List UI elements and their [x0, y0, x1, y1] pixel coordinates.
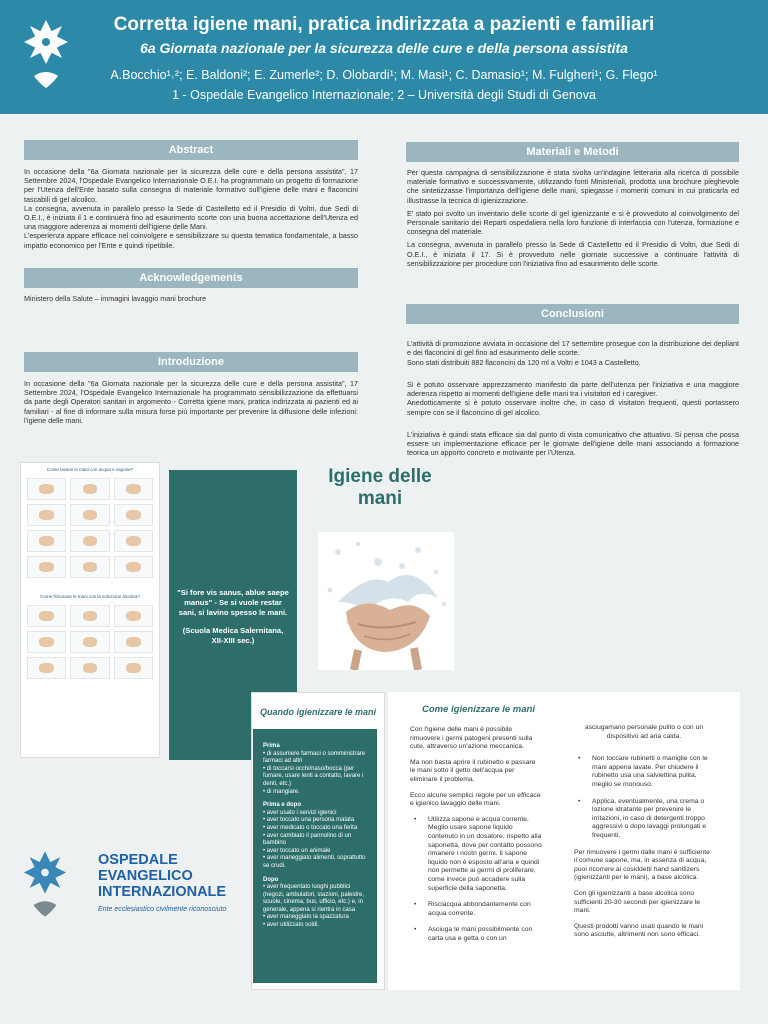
step-illustration [27, 556, 66, 578]
come-item: • Utilizza sapone e acqua corrente. Meglio usare sapone liquido contenuto in un dosatore, rispetto alla saponetta, dove per contatto possono rimanere i nostri germi. Il sapone liquido non è esposto all'aria e quindi non permette ai germi di proliferare, come invece può accadere sulla superficie della saponetta. [410, 816, 542, 893]
hospital-name-line: EVANGELICO [98, 868, 193, 884]
poster-subtitle: 6a Giornata nazionale per la sicurezza delle cure e della persona assistita [140, 40, 628, 56]
quando-item: • aver maneggiato alimenti, soprattutto se crudi. [263, 855, 367, 870]
step-illustration [70, 478, 109, 500]
come-intro-paragraph: Ma non basta aprire il rubinetto e passare le mani sotto il getto dell'acqua per eliminare il problema. [410, 758, 536, 783]
igiene-title: Igiene delle mani [328, 466, 432, 509]
step-illustration [70, 605, 109, 627]
quando-item: • di toccarsi occhi/naso/bocca (per fumare, usare lenti a contatto, lavare i denti, etc.) [263, 766, 367, 789]
alcohol-steps-grid [21, 603, 159, 681]
handwashing-steps-sheet [20, 462, 160, 758]
hospital-name [98, 852, 226, 900]
quando-item: • di assumere farmaci o somministrare farmaci ad altri [263, 751, 367, 766]
quando-item: • aver usato i servizi igienici [263, 810, 367, 818]
quando-list [253, 729, 377, 983]
come-item: • Non toccare rubinetti o maniglie con le mani appena lavate. Per chiudere il rubinetto usa una salviettina pulita, meglio se monouso. [574, 755, 714, 789]
step-illustration [70, 504, 109, 526]
step-illustration [114, 556, 153, 578]
authors: A.Bocchio¹˒²; E. Baldoni²; E. Zumerle²; D. Olobardi¹; M. Masi¹; C. Damasio¹; M. Fulgheri¹; G. Flego¹ [110, 68, 658, 82]
quando-item: • aver maneggiato la spazzatura [263, 914, 367, 922]
abstract-text [24, 167, 358, 250]
come-item: • Risciacqua abbondantemente con acqua corrente. [410, 901, 542, 918]
quote-source: (Scuola Medica Salernitana, XII-XIII sec.) [182, 626, 284, 645]
latin-quote [176, 588, 290, 646]
come-intro-paragraph: Ecco alcune semplici regole per un efficace e igienico lavaggio delle mani. [410, 791, 541, 808]
abstract-paragraph: L'esperienza appare efficace nel coinvolgere e sensibilizzare su questa tematica fondamentale, a basso impatto economico per l'Ente e quindi ripetibile. [24, 231, 358, 250]
step-illustration [27, 530, 66, 552]
quando-group-title: Dopo [263, 876, 279, 883]
introduzione-text: In occasione della "6a Giornata nazionale per la sicurezza delle cure e della persona assistita", 17 Settembre 2024, l'Ospedale Evangelico Internazionale ha programmato sensibilizzazione da effettuarsi da parte degli Operatori sanitari in argomento - Corretta igiene mani, pratica indirizzata ai pazienti ed ai familiari - al fine di informare sulla misura forse più importante per prevenire la diffusione delle infezioni: l'igiene delle mani. [24, 379, 358, 425]
quando-item: • aver cambiato il pannolino di un bambino [263, 833, 367, 848]
conclusioni-heading: Conclusioni [406, 304, 739, 324]
abstract-paragraph: La consegna, avvenuta in parallelo presso la Sede di Castelletto ed il Presidio di Voltri, due Sedi di O.E.I., è iniziata il 1 e continuerà fino ad esaurimento scorte con una buona accettazione dell'Utenza ed una maggiore aderenza ai momenti dell'igiene delle Mani. [24, 203, 358, 232]
quando-title: Quando igienizzare le mani [259, 707, 377, 717]
come-outro-paragraph: Questi prodotti vanno usati quando le mani sono asciutte, altrimenti non sono efficaci. [574, 922, 704, 939]
materiali-heading: Materiali e Metodi [406, 142, 739, 162]
quote-text: "Si fore vis sanus, ablue saepe manus" - Se si vuole restar sani, si lavino spesso le mani. [177, 588, 289, 617]
step-illustration [114, 631, 153, 653]
materiali-paragraph: Per questa campagna di sensibilizzazione è stata svolta un'indagine letteraria alla ricerca di possibile materiale formativo e successivamente, utilizzando fonti Ministeriali, prodotta una brochure pieghevole che sintetizzasse l'importanza dell'igiene delle mani, spiegasse i momenti comuni in cui praticarla ed illustrasse la tecnica di igienizzazione. [407, 168, 739, 205]
hospital-logo-block [22, 848, 247, 920]
acknowledgements-text: Ministero della Salute – immagini lavaggio mani brochure [24, 294, 207, 303]
step-illustration [70, 530, 109, 552]
introduzione-heading: Introduzione [24, 352, 358, 372]
step-illustration [70, 631, 109, 653]
step-illustration [114, 605, 153, 627]
step-illustration [27, 605, 66, 627]
step-illustration [27, 657, 66, 679]
come-title: Come igienizzare le mani [422, 704, 535, 715]
conclusioni-text [407, 330, 739, 471]
step-illustration [70, 657, 109, 679]
step-illustration [114, 530, 153, 552]
quando-item: • aver toccato un animale [263, 848, 367, 856]
step-illustration [27, 478, 66, 500]
hospital-cross-logo-icon [22, 848, 68, 920]
sheet-title-soap: Come lavarsi le mani con acqua e sapone? [46, 467, 134, 472]
abstract-paragraph: In occasione della "6a Giornata nazionale per la sicurezza delle cure e della persona assistita", 17 Settembre 2024, l'Ospedale Evangelico Internazionale O.E.I. ha programmato un progetto di formazione per l'Utenza dell'Ente basato sulla consegna di materiale formativo sull'igiene delle mani e flaconcini tascabili di gel alcolico. [24, 167, 358, 204]
abstract-heading: Abstract [24, 140, 358, 160]
come-item: • Asciuga le mani possibilmente con carta usa e getta o con un [410, 926, 542, 943]
acknowledgements-heading: Acknowledgements [24, 268, 358, 288]
quando-item: • di mangiare. [263, 789, 367, 797]
step-illustration [114, 657, 153, 679]
come-panel [388, 692, 740, 990]
sheet-title-alcohol: Come frizionare le mani con la soluzione alcolica? [40, 594, 140, 599]
conclusioni-paragraph: L'attività di promozione avviata in occasione del 17 settembre prosegue con la distribuzione dei depliant e dei flaconcini di gel fino ad esaurimento delle scorte. Sono stati distribuiti 882 flaconcini da 120 ml a Voltri e 1043 a Castelletto. [407, 339, 739, 367]
hospital-description: Ente ecclesiastico civilmente riconosciuto [98, 906, 227, 913]
quando-group-title: Prima [263, 743, 280, 749]
materiali-paragraph: La consegna, avvenuta in parallelo presso la Sede di Castelletto ed il Presidio di Voltri, due Sedi di O.E.I., è iniziata il 17. Si è provveduto nelle giornate successive a continuare l'attività di sensibilizzazione per procedure con l'iniziativa fino ad esaurimento delle scorte. [407, 240, 739, 268]
materiali-text [407, 168, 739, 272]
quando-panel [251, 692, 385, 990]
water-splash-hands-image [318, 532, 454, 670]
step-illustration [27, 504, 66, 526]
come-outro-paragraph: Per rimuovere i germi dalle mani è sufficiente il comune sapone, ma, in assenza di acqua, puoi ricorrere ai cosiddetti hand sanitizers (igienizzanti per le mani), a base alcolica. [574, 848, 710, 882]
poster-header [0, 0, 768, 114]
conclusioni-paragraph: L'iniziativa è quindi stata efficace sia dal punto di vista comunicativo che attuativo. Si pensa che possa essere un implementazione efficace per le giornate dell'igiene delle mani associando a formazione teorica un apporto concreto e motivante per l'Utenza. [407, 430, 739, 458]
soap-steps-grid [21, 476, 159, 580]
come-outro-paragraph: Con gli igienizzanti a base alcolica sono sufficienti 20-30 secondi per igienizzare le mani. [574, 889, 701, 915]
hospital-name-line: OSPEDALE [98, 852, 178, 868]
step-illustration [114, 504, 153, 526]
materiali-paragraph: E' stato poi svolto un inventario delle scorte di gel igienizzante e si è provveduto al coinvolgimento del Personale sanitario dei Reparti ospedaliera nella loro funzione di interfaccia con l'utenza, formazione e consegna del materiale. [407, 208, 739, 237]
hospital-name-line: INTERNAZIONALE [98, 884, 227, 900]
affiliations: 1 - Ospedale Evangelico Internazionale; 2 – Università degli Studi di Genova [172, 88, 596, 102]
quando-item: • aver medicato o toccato una ferita [263, 825, 367, 833]
quando-item: • aver frequentato luoghi pubblici (negozi, ambulatori, stazioni, palestre, scuole, cinema, bus, ufficio, etc.) e, in generale, appena si rientra in casa [263, 884, 367, 914]
come-item: • Applica, eventualmente, una crema o lozione idratante per prevenire le irritazioni, in caso di detergenti troppo aggressivi o dopo lavaggi prolungati e frequenti. [574, 798, 714, 841]
come-continued-text: asciugamano personale pulito o con un dispositivo ad aria calda. [584, 724, 704, 740]
come-left-column [410, 726, 542, 951]
come-right-column [574, 724, 714, 947]
step-illustration [27, 631, 66, 653]
quando-item: • aver toccato una persona malata [263, 817, 367, 825]
conclusioni-paragraph: Si è potuto osservare apprezzamento manifesto da parte dell'utenza per l'iniziativa e una maggiore aderenza rispetto ai momenti dell'igiene delle mani tra i visitatori ed i caregiver. Anedotticamente si è potuto osservare inoltre che, in caso di visitatori frequenti, questi portassero sempre con se il flaconcino di gel alcolico. [407, 380, 739, 417]
step-illustration [70, 556, 109, 578]
quando-item: • aver utilizzato soldi. [263, 922, 367, 930]
come-intro-paragraph: Con l'igiene delle mani è possibile rimuovere i germi patogeni presenti sulla cute, attraverso un'azione meccanica. [410, 726, 533, 751]
step-illustration [114, 478, 153, 500]
quando-group-title: Prima e dopo [263, 802, 302, 809]
poster-title: Corretta igiene mani, pratica indirizzata a pazienti e familiari [113, 14, 655, 35]
